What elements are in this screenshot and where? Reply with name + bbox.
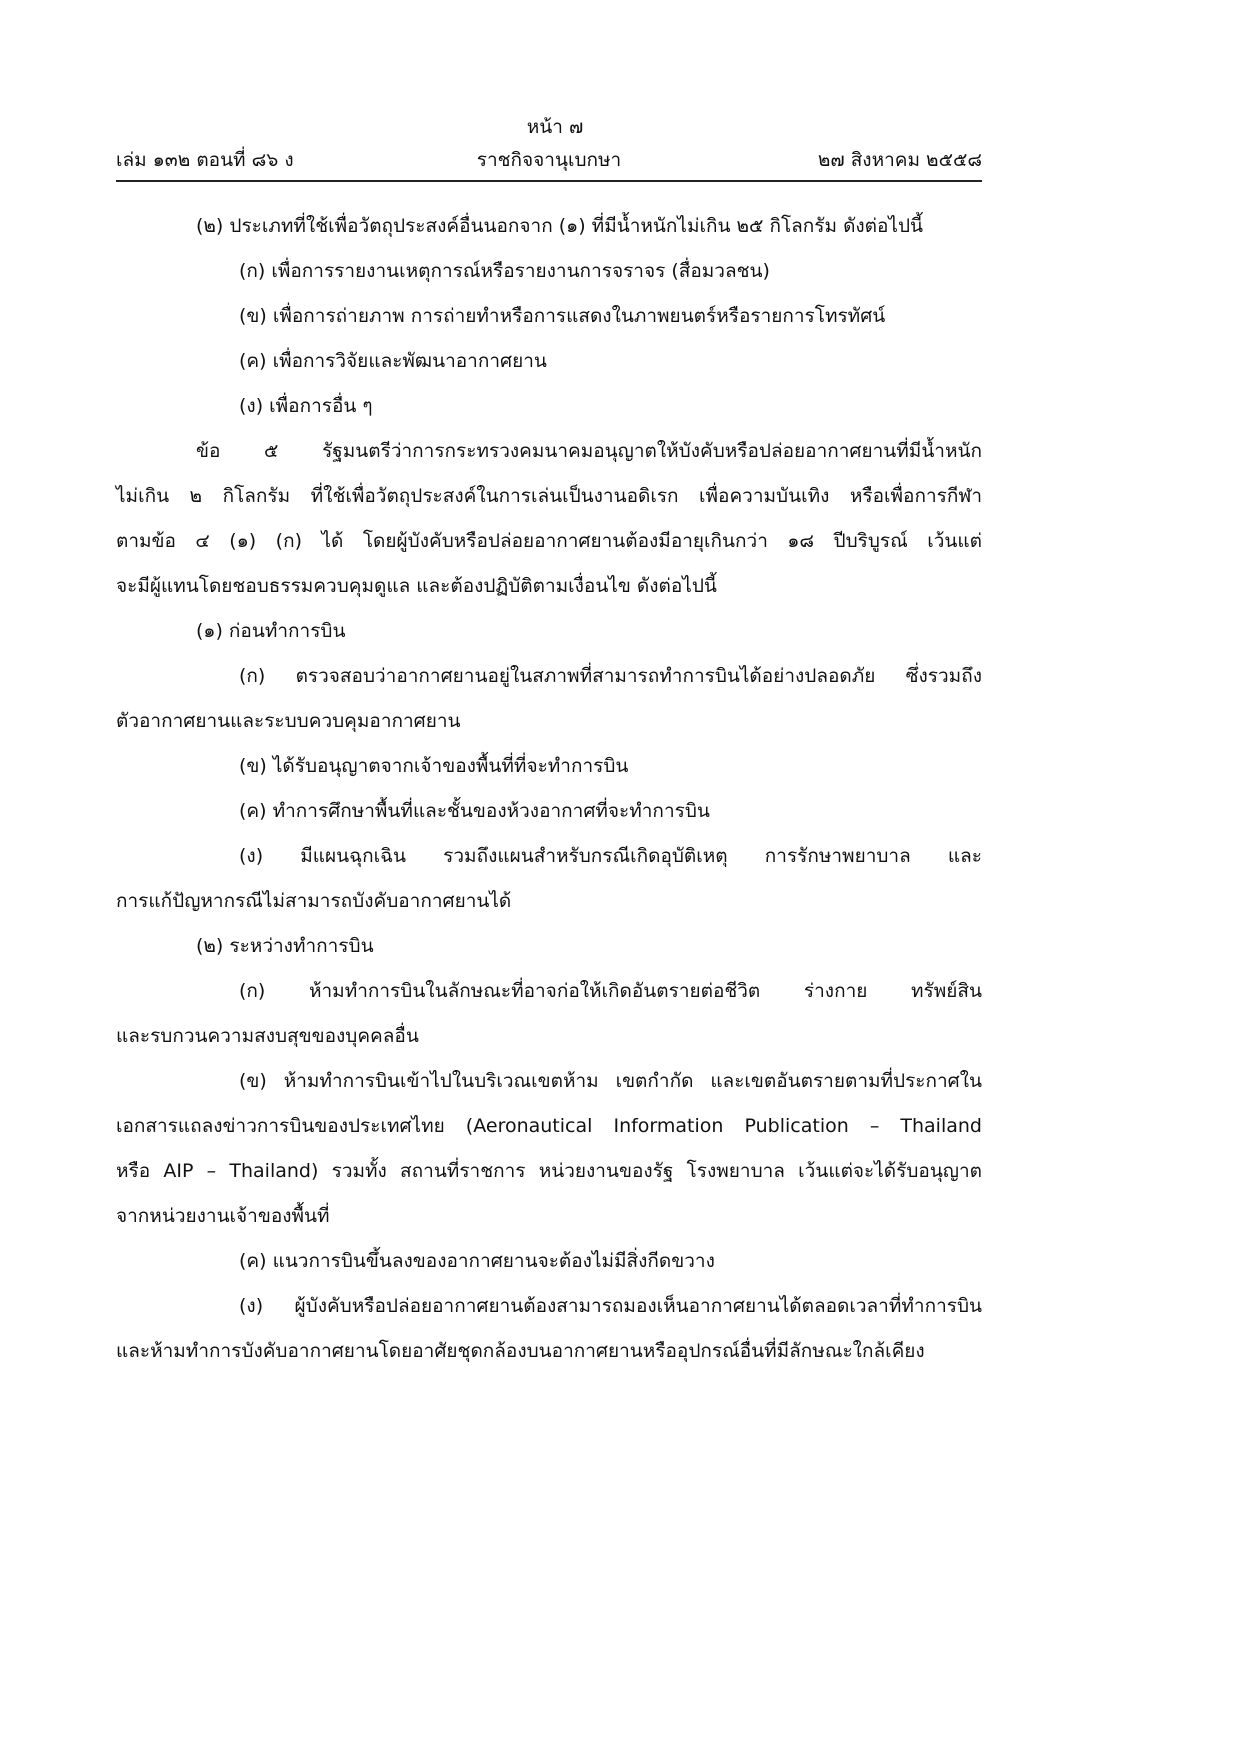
publication-date: ๒๗ สิงหาคม ๒๕๕๘ bbox=[817, 149, 982, 171]
text-line: หรือ AIP – Thailand) รวมทั้ง สถานที่ราชการ หน่วยงานของรัฐ โรงพยาบาล เว้นแต่จะได้รับอนุญาต bbox=[116, 1160, 982, 1182]
text-line: (ข) เพื่อการถ่ายภาพ การถ่ายทำหรือการแสดงในภาพยนตร์หรือรายการโทรทัศน์ bbox=[239, 305, 886, 327]
text-line: (ง) เพื่อการอื่น ๆ bbox=[239, 395, 373, 417]
text-line: (ก) ห้ามทำการบินในลักษณะที่อาจก่อให้เกิดอันตรายต่อชีวิต ร่างกาย ทรัพย์สิน bbox=[239, 980, 982, 1002]
text-line: (ก) ตรวจสอบว่าอากาศยานอยู่ในสภาพที่สามารถทำการบินได้อย่างปลอดภัย ซึ่งรวมถึง bbox=[239, 665, 982, 687]
text-line: (ง) ผู้บังคับหรือปล่อยอากาศยานต้องสามารถมองเห็นอากาศยานได้ตลอดเวลาที่ทำการบิน bbox=[239, 1295, 982, 1317]
text-line: (ข) ห้ามทำการบินเข้าไปในบริเวณเขตห้าม เขตกำกัด และเขตอันตรายตามที่ประกาศใน bbox=[239, 1070, 982, 1092]
text-line: ตัวอากาศยานและระบบควบคุมอากาศยาน bbox=[116, 710, 461, 732]
text-line: (๑) ก่อนทำการบิน bbox=[196, 620, 346, 642]
text-line: (ข) ได้รับอนุญาตจากเจ้าของพื้นที่ที่จะทำการบิน bbox=[239, 755, 629, 777]
text-line: (ค) แนวการบินขึ้นลงของอากาศยานจะต้องไม่มีสิ่งกีดขวาง bbox=[239, 1250, 715, 1272]
text-line: ไม่เกิน ๒ กิโลกรัม ที่ใช้เพื่อวัตถุประสงค์ในการเล่นเป็นงานอดิเรก เพื่อความบันเทิง หรือเพื่อการกีฬา bbox=[116, 485, 982, 507]
header-divider bbox=[116, 180, 982, 182]
text-line: เอกสารแถลงข่าวการบินของประเทศไทย (Aeronautical Information Publication – Thailand bbox=[116, 1115, 982, 1137]
text-line: และรบกวนความสงบสุขของบุคคลอื่น bbox=[116, 1025, 419, 1047]
volume-issue: เล่ม ๑๓๒ ตอนที่ ๘๖ ง bbox=[116, 149, 294, 171]
text-line: จะมีผู้แทนโดยชอบธรรมควบคุมดูแล และต้องปฏิบัติตามเงื่อนไข ดังต่อไปนี้ bbox=[116, 575, 717, 597]
gazette-header bbox=[116, 145, 982, 175]
text-line: การแก้ปัญหากรณีไม่สามารถบังคับอากาศยานได้ bbox=[116, 890, 512, 912]
text-line: (๒) ประเภทที่ใช้เพื่อวัตถุประสงค์อื่นนอกจาก (๑) ที่มีน้ำหนักไม่เกิน ๒๕ กิโลกรัม ดังต่อไปนี้ bbox=[196, 215, 924, 237]
publication-title: ราชกิจจานุเบกษา bbox=[476, 149, 622, 171]
text-line: (๒) ระหว่างทำการบิน bbox=[196, 935, 374, 957]
text-line: (ง) มีแผนฉุกเฉิน รวมถึงแผนสำหรับกรณีเกิดอุบัติเหตุ การรักษาพยาบาล และ bbox=[239, 845, 982, 867]
text-line: (ค) เพื่อการวิจัยและพัฒนาอากาศยาน bbox=[239, 350, 547, 372]
text-line: และห้ามทำการบังคับอากาศยานโดยอาศัยชุดกล้องบนอากาศยานหรืออุปกรณ์อื่นที่มีลักษณะใกล้เคียง bbox=[116, 1340, 925, 1362]
text-line: (ก) เพื่อการรายงานเหตุการณ์หรือรายงานการจราจร (สื่อมวลชน) bbox=[239, 260, 770, 282]
text-line: จากหน่วยงานเจ้าของพื้นที่ bbox=[116, 1205, 330, 1227]
text-line: (ค) ทำการศึกษาพื้นที่และชั้นของห้วงอากาศที่จะทำการบิน bbox=[239, 800, 710, 822]
text-line: ข้อ ๕ รัฐมนตรีว่าการกระทรวงคมนาคมอนุญาตให้บังคับหรือปล่อยอากาศยานที่มีน้ำหนัก bbox=[196, 440, 982, 462]
text-line: ตามข้อ ๔ (๑) (ก) ได้ โดยผู้บังคับหรือปล่อยอากาศยานต้องมีอายุเกินกว่า ๑๘ ปีบริบูรณ์ เว้นแต่ bbox=[116, 530, 982, 552]
page-number: หน้า ๗ bbox=[526, 116, 584, 138]
